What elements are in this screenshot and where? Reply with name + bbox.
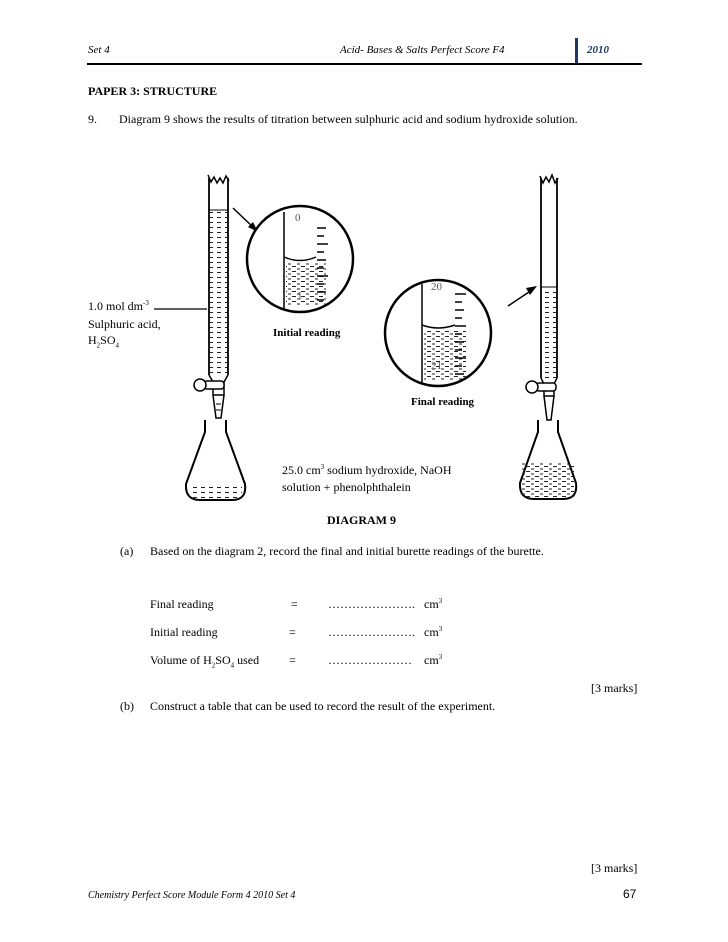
final-scale-top: 20 [431,281,442,293]
right-conical-flask [520,420,576,499]
right-burette [526,175,558,420]
page-number: 67 [623,887,637,901]
acid-formula-label: $H_2SO_4$ [88,333,120,350]
part-b-marks: [3 marks] [591,861,638,875]
left-burette [194,175,229,418]
volume-row-eq: = [289,653,296,667]
final-pointer-arrow [508,286,537,306]
footer-text: Chemistry Perfect Score Module Form 4 2010 Set 4 [88,890,296,901]
final-reading-label: Final reading [411,396,475,408]
acid-concentration-label: 1.0 mol $dm^{-3}$ [88,299,149,313]
volume-row-label: Volume of $H_2SO_4$ used [150,653,260,670]
final-scale-bottom: 21 [431,360,442,372]
header-title: Acid- Bases & Salts Perfect Score F4 [340,44,505,56]
diagram-caption: DIAGRAM 9 [327,513,396,527]
flask-label-line1: 25.0 $cm^3$ sodium hydroxide, NaOH [282,463,452,477]
question-text: Diagram 9 shows the results of titration between sulphuric acid and sodium hydroxide solution. [119,112,578,126]
initial-scale-bottom: 1 [297,290,303,302]
final-reading-answer-blank[interactable]: …………………. [328,597,415,611]
initial-reading-row-unit: $cm^3$ [424,625,443,639]
part-a-label: (a) [120,544,134,558]
section-title: PAPER 3: STRUCTURE [88,84,218,98]
acid-name-label: Sulphuric acid, [88,317,161,331]
initial-reading-row-eq: = [289,625,296,639]
question-number: 9. [88,112,97,126]
final-reading-row-eq: = [291,597,298,611]
volume-row-unit: $cm^3$ [424,653,443,667]
initial-scale-top: 0 [295,212,301,224]
part-a-marks: [3 marks] [591,681,638,695]
final-reading-row-unit: $cm^3$ [424,597,443,611]
part-b-text: Construct a table that can be used to record the result of the experiment. [150,699,496,713]
final-reading-row-label: Final reading [150,597,214,611]
initial-reading-label: Initial reading [273,327,341,339]
initial-reading-row-label: Initial reading [150,625,218,639]
part-a-text: Based on the diagram 2, record the final and initial burette readings of the burette. [150,544,544,558]
header-set: Set 4 [88,44,110,56]
header-year: 2010 [587,44,609,56]
initial-reading-answer-blank[interactable]: …………………. [328,625,415,639]
left-conical-flask [186,420,245,500]
initial-pointer-arrow [233,208,258,232]
volume-answer-blank[interactable]: ………………… [328,653,412,667]
part-b-label: (b) [120,699,134,713]
flask-label-line2: solution + phenolphthalein [282,480,411,494]
